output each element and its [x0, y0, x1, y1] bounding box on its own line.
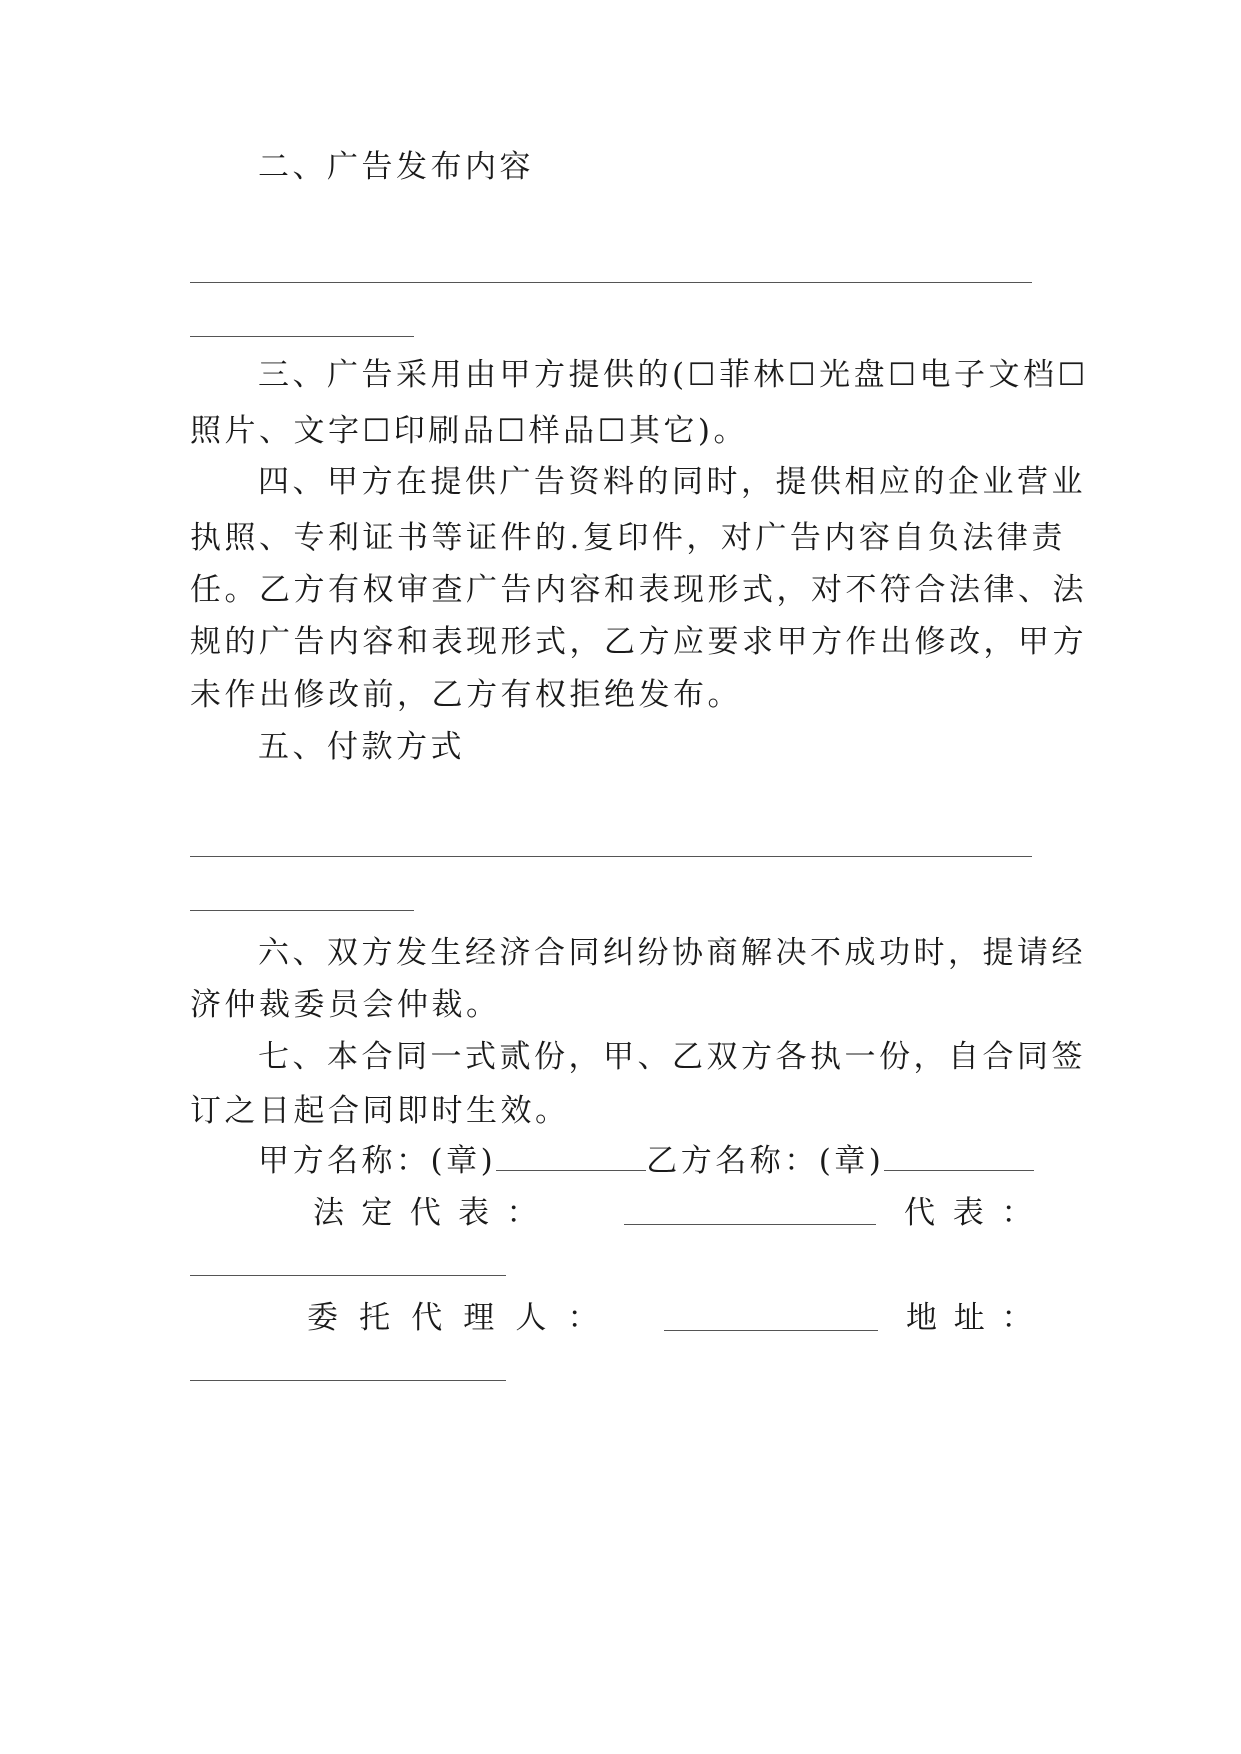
rep-char: 表	[952, 1195, 988, 1231]
fill-in-line	[190, 910, 414, 911]
address-char: ：	[1001, 1300, 1036, 1336]
section-4-line-2: 执照、专利证书等证件的.复印件，对广告内容自负法律责	[190, 520, 1066, 556]
agent-char: 托	[359, 1300, 394, 1336]
party-b-name-blank[interactable]	[884, 1142, 1034, 1171]
section-4-line-5: 未作出修改前，乙方有权拒绝发布。	[190, 677, 742, 713]
section-3-line-2: 照片、文字☐印刷品☐样品☐其它)。	[190, 413, 748, 449]
address-label	[906, 1298, 1036, 1338]
rep-char: 代	[904, 1195, 939, 1231]
rep-blank[interactable]	[190, 1275, 506, 1276]
legal-rep-char: ：	[506, 1195, 541, 1231]
fill-in-line	[190, 282, 1032, 283]
section-5-heading: 五、付款方式	[258, 729, 465, 765]
legal-rep-char: 表	[458, 1195, 493, 1231]
fill-in-line	[190, 856, 1032, 857]
section-6-line-1: 六、双方发生经济合同纠纷协商解决不成功时，提请经	[258, 935, 1086, 971]
address-char: 址	[953, 1300, 989, 1336]
legal-rep-label	[313, 1193, 541, 1233]
party-a-name-label: 甲方名称：(章)	[258, 1143, 497, 1179]
address-blank[interactable]	[190, 1380, 506, 1381]
section-4-line-3: 任。乙方有权审查广告内容和表现形式，对不符合法律、法	[190, 572, 1087, 608]
legal-rep-blank[interactable]	[624, 1224, 876, 1225]
section-6-line-2: 济仲裁委员会仲裁。	[190, 987, 501, 1023]
agent-label	[307, 1298, 602, 1338]
section-7-line-2: 订之日起合同即时生效。	[190, 1093, 570, 1129]
agent-char: 理	[463, 1300, 498, 1336]
section-4-line-4: 规的广告内容和表现形式，乙方应要求甲方作出修改，甲方	[190, 624, 1087, 660]
fill-in-line	[190, 336, 414, 337]
party-a-name-blank[interactable]	[496, 1142, 646, 1171]
rep-label	[904, 1193, 1036, 1233]
section-7-line-1: 七、本合同一式贰份，甲、乙双方各执一份，自合同签	[258, 1039, 1086, 1075]
legal-rep-char: 代	[409, 1195, 445, 1231]
party-b-name-label: 乙方名称：(章)	[646, 1143, 885, 1179]
agent-char: ：	[567, 1300, 602, 1336]
agent-char: 人	[515, 1300, 550, 1336]
section-4-line-1: 四、甲方在提供广告资料的同时，提供相应的企业营业	[258, 464, 1086, 500]
rep-char: ：	[1001, 1195, 1036, 1231]
agent-char: 代	[411, 1300, 446, 1336]
agent-char: 委	[307, 1300, 342, 1336]
legal-rep-char: 定	[361, 1195, 396, 1231]
legal-rep-char: 法	[313, 1195, 348, 1231]
section-2-heading: 二、广告发布内容	[258, 149, 534, 185]
address-char: 地	[906, 1300, 941, 1336]
party-names-row	[258, 1141, 1058, 1181]
agent-blank[interactable]	[664, 1330, 878, 1331]
section-3-line-1: 三、广告采用由甲方提供的(☐菲林☐光盘☐电子文档☐	[258, 357, 1089, 393]
